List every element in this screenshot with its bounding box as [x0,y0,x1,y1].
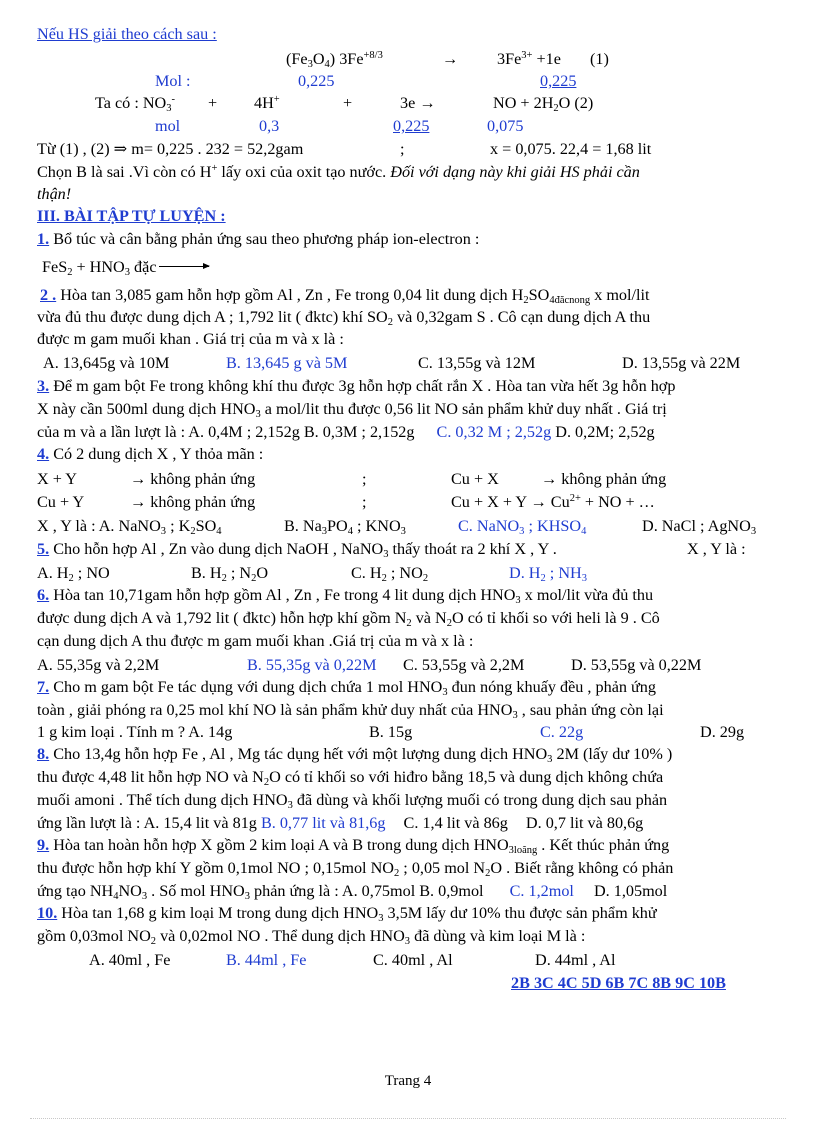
question-4-row-1-d: Cu + X [451,470,499,488]
question-3-line-1: 3. Để m gam bột Fe trong không khí thu được 3g hỗn hợp chất rắn X . Hòa tan vừa hết 3g hỗn hợp [37,377,676,395]
question-4-row-1-sep: ; [362,470,367,488]
intro-heading: Nếu HS giải theo cách sau : [37,25,217,43]
mol-label: Mol : [155,72,191,90]
page-number: Trang 4 [384,1073,432,1089]
question-8-line-4: ứng lần lượt là : A. 15,4 lit và 81g B. 0,77 lit và 81,6g C. 1,4 lit và 86g D. 0,7 lit và 80,6g [37,814,644,832]
question-7-option-b: B. 15g [369,723,413,741]
question-6-line-2: được dung dịch A và 1,792 lit ( đktc) hỗn hợp khí gồm $N_2$ và $N_2O$ có tỉ khối so với heli là 9 . Cô [37,609,660,629]
calc-line-a: Từ (1) , (2) ⇒ m= 0,225 . 232 = 52,2gam [37,140,304,158]
question-10-option-b: B. 44ml , Fe [226,951,307,969]
equation-2-h: 4H+ [254,94,280,112]
question-1: 1. Bổ túc và cân bằng phản ứng sau theo phương pháp ion-electron : [37,230,480,248]
question-2-option-a: A. 13,645g và 10M [43,354,170,372]
question-6-option-d: D. 53,55g và 0,22M [571,656,702,674]
question-2-line-1: 2 . Hòa tan 3,085 gam hỗn hợp gồm Al , Zn , Fe trong 0,04 lit dung dịch $H_2SO_{4đăcnong}$ x mol/lit [40,286,650,306]
question-4-row-1-b: → không phản ứng [130,470,256,488]
section-title: III. BÀI TẬP TỰ LUYỆN : [37,207,226,225]
equation-1-number: (1) [590,50,609,68]
question-10-option-d: D. 44ml , Al [535,951,616,969]
question-6-line-1: 6. Hòa tan 10,71gam hỗn hợp gồm Al , Zn , Fe trong 4 lit dung dịch $HNO_3$ x mol/lit vừa đủ thu [37,586,654,606]
question-4-option-b: B. $Na_3PO_4$ ; $KNO_3$ [284,517,406,537]
question-7-option-d: D. 29g [700,723,745,741]
question-5-option-b: B. $H_2$ ; $N_2O$ [191,564,269,584]
mol-row2-value-2: 0,225 [393,117,430,135]
question-10-line-1: 10. Hòa tan 1,68 g kim loại M trong dung dịch $HNO_3$ 3,5M lấy dư 10% thu được sản phẩm khử [37,904,657,924]
question-2-option-b: B. 13,645 g và 5M [226,354,348,372]
equation-2-prefix: Ta có : $NO_3^-$ [95,94,175,114]
question-3-line-2: X này cần 500ml dung dịch $HNO_3$ a mol/lit thu được 0,56 lit NO sản phẩm khử duy nhất . Giá trị [37,400,667,420]
question-10-line-2: gồm 0,03mol $NO_2$ và 0,02mol NO . Thể dung dịch $HNO_3$ đã dùng và kim loại M là : [37,927,586,947]
equation-2-plus-2: + [343,94,353,112]
mol-label-2: mol [155,117,181,135]
equation-2-plus-1: + [208,94,218,112]
question-7-option-a: 1 g kim loại . Tính m ? A. 14g [37,723,233,741]
question-6-option-c: C. 53,55g và 2,2M [403,656,525,674]
calc-line-sep: ; [400,140,405,158]
equation-1: $(Fe_3O_4)$ $3Fe^{+8/3}$ [286,50,383,70]
question-6-option-b: B. 55,35g và 0,22M [247,656,377,674]
note-line-cont: thận! [37,185,72,203]
question-8-line-1: 8. Cho 13,4g hỗn hợp Fe , Al , Mg tác dụng hết với một lượng dung dịch $HNO_3$ 2M (lấy dư 10% ) [37,745,673,765]
question-6-option-a: A. 55,35g và 2,2M [37,656,160,674]
question-9-line-2: thu được hỗn hợp khí Y gồm 0,1mol NO ; 0,15mol $NO_2$ ; 0,05 mol $N_2O$ . Biết rằng không có phản [37,859,674,879]
question-7-line-1: 7. Cho m gam bột Fe tác dụng với dung dịch chứa 1 mol $HNO_3$ đun nóng khuấy đều , phản ứng [37,678,656,698]
question-1-equation: $FeS_2 + HNO_3$ đặc [42,257,209,278]
question-8-line-2: thu được 4,48 lit hỗn hợp NO và $N_2O$ có tỉ khối so với hiđro bằng 18,5 và dung dịch không chứa [37,768,664,788]
question-4-row-2-d: $Cu + X + Y \to Cu^{2+}$ + NO + … [451,493,655,511]
question-7-line-2: toàn , giải phóng ra 0,25 mol khí NO là sản phẩm khử duy nhất của $HNO_3$ , sau phản ứng còn lại [37,701,664,721]
question-2-option-d: D. 13,55g và 22M [622,354,741,372]
question-9-line-3: ứng tạo $NH_4NO_3$ . Số mol $HNO_3$ phản ứng là : A. 0,75mol B. 0,9mol C. 1,2mol D. 1,05mol [37,882,668,902]
question-5-option-a: A. $H_2$ ; NO [37,564,110,584]
question-4-row-1-a: X + Y [37,470,78,488]
page-bottom-divider [30,1118,786,1119]
question-4-row-1-e: → không phản ứng [541,470,667,488]
question-6-line-3: cạn dung dịch A thu được m gam muối khan .Giá trị của m và x là : [37,632,474,650]
question-4-row-2-sep: ; [362,493,367,511]
question-9-line-1: 9. Hòa tan hoàn hỗn hợp X gồm 2 kim loại A và B trong dung dịch $HNO_{3loãng}$ . Kết thúc phản ứng [37,836,670,856]
question-4-row-2-b: → không phản ứng [130,493,256,511]
question-4-row-2-a: Cu + Y [37,493,85,511]
question-10-option-a: A. 40ml , Fe [89,951,171,969]
question-2-line-2: vừa đủ thu được dung dịch A ; 1,792 lit ( đktc) khí $SO_2$ và 0,32gam S . Cô cạn dung dịch A thu [37,308,651,328]
mol-value-2: 0,225 [540,72,577,90]
question-5-line-1: 5. Cho hỗn hợp Al , Zn vào dung dịch NaOH , NaNO$_3$ thấy thoát ra 2 khí X , Y . [37,540,557,560]
question-4-option-d: D. NaCl ; AgNO$_3$ [642,517,757,537]
question-5-line-1-tail: X , Y là : [687,540,746,558]
question-3-line-3: của m và a lần lượt là : A. 0,4M ; 2,152g B. 0,3M ; 2,152g C. 0,32 M ; 2,52g D. 0,2M; 2,52g [37,423,655,441]
question-2-line-3: được m gam muối khan . Giá trị của m và x là : [37,330,344,348]
answer-key: 2B 3C 4C 5D 6B 7C 8B 9C 10B [511,974,726,992]
mol-row2-value-1: 0,3 [259,117,280,135]
question-4-option-a: X , Y là : A. NaNO$_3$ ; $K_2SO_4$ [37,517,222,537]
equation-2-e: 3e → [400,94,436,112]
equation-2-product: NO + $2H_2O$ (2) [493,94,594,114]
question-7-option-c: C. 22g [540,723,584,741]
question-4-option-c: C. NaNO$_3$ ; $KHSO_4$ [458,517,587,537]
calc-line-b: x = 0,075. 22,4 = 1,68 lit [490,140,652,158]
question-8-line-3: muối amoni . Thể tích dung dịch $HNO_3$ đã dùng và khối lượng muối có trong dung dịch sau phản [37,791,668,811]
note-line: Chọn B là sai .Vì còn có H+ lấy oxi của oxit tạo nước. Đối với dạng này khi giải HS phải cần [37,163,640,181]
question-5-option-c: C. $H_2$ ; $NO_2$ [351,564,429,584]
question-4-line-1: 4. Có 2 dung dịch X , Y thỏa mãn : [37,445,264,463]
question-2-option-c: C. 13,55g và 12M [418,354,536,372]
equation-1-right: $3Fe^{3+} +1e$ [497,50,561,68]
equation-1-arrow: → [442,50,459,68]
question-5-option-d: D. $H_2$ ; $NH_3$ [509,564,587,584]
mol-row2-value-3: 0,075 [487,117,524,135]
question-10-option-c: C. 40ml , Al [373,951,453,969]
long-arrow-icon [159,266,209,267]
mol-value-1: 0,225 [298,72,335,90]
